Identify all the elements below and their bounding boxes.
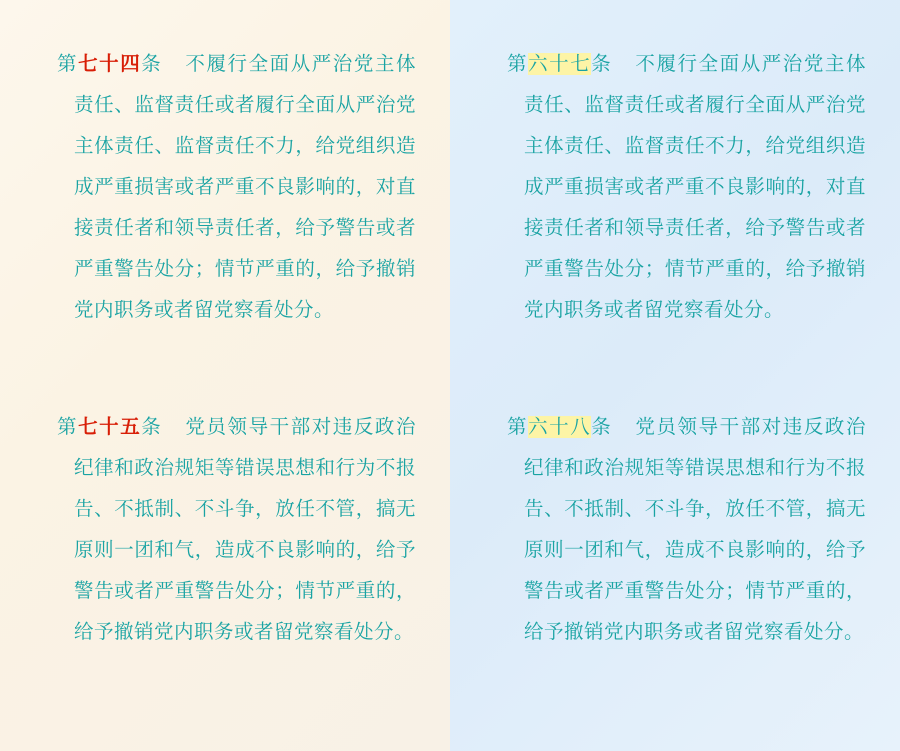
article-paragraph bbox=[34, 44, 416, 331]
article-prefix: 第 bbox=[56, 53, 79, 75]
article-body: 不履行全面从严治党主体责任、监督责任或者履行全面从严治党主体责任、监督责任不力，给党组织造成严重损害或者严重不良影响的，对直接责任者和领导责任者，给予警告或者严重警告处分；情节严重的，给予撤销党内职务或者留党察看处分。 bbox=[524, 53, 866, 321]
article-number: 七十四 bbox=[78, 53, 142, 75]
article-suffix: 条 bbox=[141, 416, 163, 438]
article-number: 七十五 bbox=[78, 416, 142, 438]
paragraph-spacer bbox=[34, 365, 416, 407]
article-number-highlighted: 六十七 bbox=[528, 53, 592, 75]
column-right bbox=[450, 0, 900, 751]
article-suffix: 条 bbox=[141, 53, 163, 75]
article-suffix: 条 bbox=[591, 53, 613, 75]
article-body: 党员领导干部对违反政治纪律和政治规矩等错误思想和行为不报告、不抵制、不斗争，放任不管，搞无原则一团和气，造成不良影响的，给予警告或者严重警告处分；情节严重的，给予撤销党内职务或者留党察看处分。 bbox=[74, 416, 416, 643]
article-paragraph bbox=[484, 407, 866, 653]
article-prefix: 第 bbox=[506, 53, 529, 75]
article-prefix: 第 bbox=[506, 416, 529, 438]
article-number-highlighted: 六十八 bbox=[528, 416, 592, 438]
article-body: 党员领导干部对违反政治纪律和政治规矩等错误思想和行为不报告、不抵制、不斗争，放任不管，搞无原则一团和气，造成不良影响的，给予警告或者严重警告处分；情节严重的，给予撤销党内职务或者留党察看处分。 bbox=[524, 416, 866, 643]
article-paragraph bbox=[484, 44, 866, 331]
article-paragraph bbox=[34, 407, 416, 653]
paragraph-spacer bbox=[484, 365, 866, 407]
article-prefix: 第 bbox=[56, 416, 79, 438]
article-body: 不履行全面从严治党主体责任、监督责任或者履行全面从严治党主体责任、监督责任不力，给党组织造成严重损害或者严重不良影响的，对直接责任者和领导责任者，给予警告或者严重警告处分；情节严重的，给予撤销党内职务或者留党察看处分。 bbox=[74, 53, 416, 321]
article-suffix: 条 bbox=[591, 416, 613, 438]
